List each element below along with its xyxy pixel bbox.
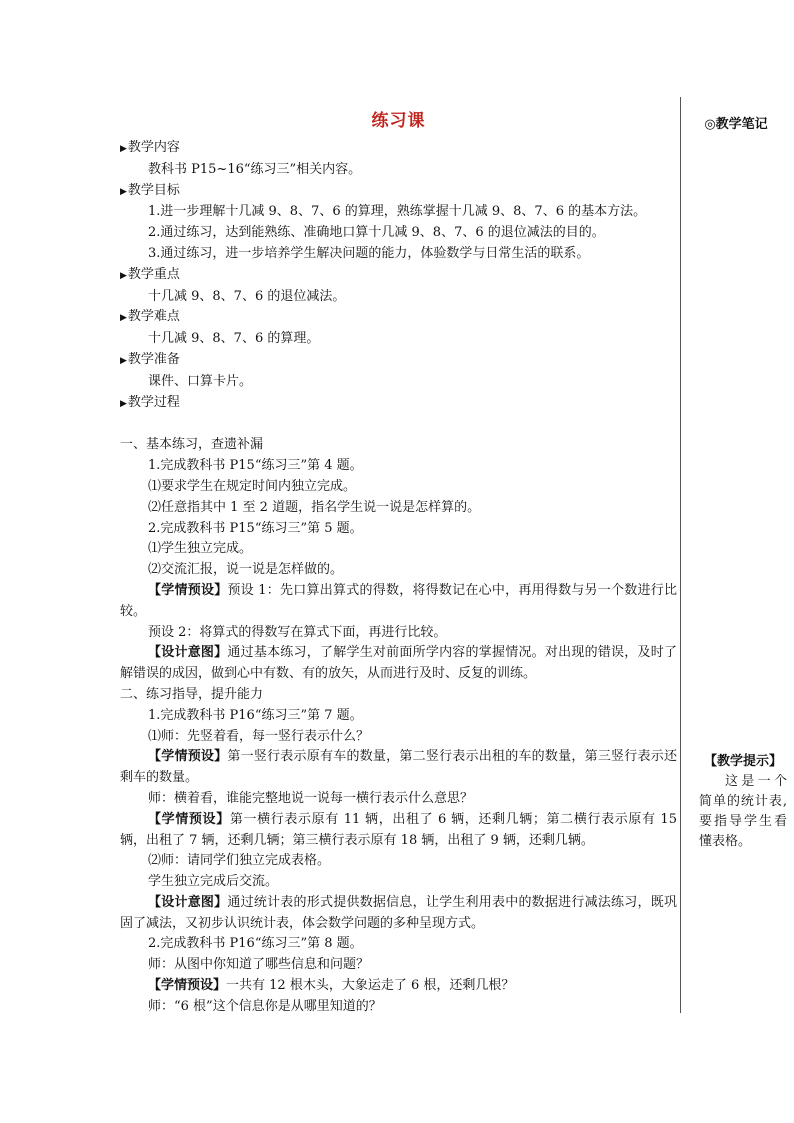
design-tag: 【设计意图】 [148, 645, 228, 661]
lesson-content [120, 138, 677, 1018]
section-heading-text: 教学目标 [127, 182, 180, 198]
part1-line: 1.完成教科书 P15“练习三”第 4 题。 [148, 458, 363, 474]
section-heading-text: 教学内容 [127, 140, 180, 155]
goal-item: 2.通过练习，达到能熟练、准确地口算十几减 9、8、7、6 的退位减法的目的。 [148, 225, 605, 241]
section-content-heading [120, 138, 677, 160]
part2-line: 师：横着看，谁能完整地说一说每一横行表示什么意思？ [148, 790, 474, 806]
bullet-triangle-icon: ▶ [120, 398, 127, 409]
teaching-tip [699, 752, 787, 852]
section-key-heading [120, 265, 677, 287]
preset-text: 一共有 12 根木头，大象运走了 6 根，还剩几根？ [226, 978, 515, 994]
tip-body: 这是一个简单的统计表,要指导学生看懂表格。 [699, 774, 787, 849]
preset-tag: 【学情预设】 [148, 811, 230, 827]
tip-title: 【教学提示】 [703, 754, 782, 769]
column-divider [680, 97, 681, 1013]
design-text: 通过统计表的形式提供数据信息，让学生利用表中的数据进行减法练习，既巩固了减法，又初步认识统计表，体会数学问题的多种呈现方式。 [120, 894, 677, 931]
lesson-title: 练习课 [371, 111, 426, 131]
part2-line: 1.完成教科书 P16“练习三”第 7 题。 [148, 707, 363, 723]
part1-line: ⑴要求学生在规定时间内独立完成。 [148, 478, 357, 494]
part2-line: ⑵师：请同学们独立完成表格。 [148, 853, 331, 869]
difficulty-text: 十几减 9、8、7、6 的算理。 [148, 331, 320, 347]
section-goals-heading [120, 181, 677, 203]
preset-text: 预设 1：先口算出算式的得数，将得数记在心中，再用得数与另一个数进行比较。 [120, 582, 677, 619]
goal-item: 1.进一步理解十几减 9、8、7、6 的算理，熟练掌握十几减 9、8、7、6 的基本方法。 [148, 204, 647, 220]
part2-line: 师：从图中你知道了哪些信息和问题？ [148, 957, 370, 973]
design-text: 通过基本练习，了解学生对前面所学内容的掌握情况。对出现的错误，及时了解错误的成因，做到心中有数、有的放矢，从而进行及时、反复的训练。 [120, 645, 677, 682]
preset-tag: 【学情预设】 [148, 582, 228, 598]
part1-design-paragraph [120, 643, 677, 685]
preset-text: 第一横行表示原有 11 辆，出租了 6 辆，还剩几辆；第二横行表示原有 15 辆，出租了 7 辆，还剩几辆；第三横行表示原有 18 辆，出租了 9 辆，还剩几辆。 [120, 811, 677, 848]
part2-preset-line [120, 976, 677, 997]
section-heading-text: 教学准备 [127, 351, 180, 367]
prep-text: 课件、口算卡片。 [148, 373, 253, 389]
part1-line: ⑴学生独立完成。 [148, 541, 253, 557]
design-tag: 【设计意图】 [148, 894, 228, 910]
part2-preset-paragraph [120, 810, 677, 852]
bullet-triangle-icon: ▶ [120, 355, 127, 366]
part2-line: 师：“6 根”这个信息你是从哪里知道的？ [148, 998, 382, 1014]
part1-line: 预设 2：将算式的得数写在算式下面，再进行比较。 [148, 624, 447, 640]
part2-line: ⑴师：先竖着看，每一竖行表示什么？ [148, 728, 370, 744]
section-heading-text: 教学难点 [127, 309, 180, 325]
part2-heading: 二、练习指导，提升能力 [120, 686, 264, 702]
preset-text: 第一竖行表示原有车的数量，第二竖行表示出租的车的数量，第三竖行表示还剩车的数量。 [120, 749, 677, 786]
key-text: 十几减 9、8、7、6 的退位减法。 [148, 288, 346, 304]
bullet-triangle-icon: ▶ [120, 313, 127, 324]
section-heading-text: 教学过程 [127, 394, 180, 410]
spacer [120, 414, 677, 435]
part2-design-paragraph [120, 893, 677, 935]
bullet-triangle-icon: ▶ [120, 270, 127, 281]
content-text: 教科书 P15~16“练习三”相关内容。 [148, 161, 362, 177]
section-difficulty-heading [120, 307, 677, 329]
part2-preset-paragraph [120, 747, 677, 789]
part1-line: ⑵交流汇报，说一说是怎样做的。 [148, 562, 344, 578]
preset-tag: 【学情预设】 [148, 978, 227, 994]
preset-tag: 【学情预设】 [148, 749, 228, 765]
part1-heading: 一、基本练习，查遗补漏 [120, 437, 264, 453]
part1-preset-paragraph [120, 581, 677, 623]
section-heading-text: 教学重点 [127, 266, 180, 282]
part2-line: 学生独立完成后交流。 [148, 874, 279, 890]
notes-heading: ◎教学笔记 [704, 117, 768, 132]
part1-line: ⑵任意指其中 1 至 2 道题，指名学生说一说是怎样算的。 [148, 499, 481, 515]
bullet-triangle-icon: ▶ [120, 186, 127, 197]
section-process-heading [120, 393, 677, 415]
goal-item: 3.通过练习，进一步培养学生解决问题的能力，体验数学与日常生活的联系。 [148, 245, 590, 261]
part2-line: 2.完成教科书 P16“练习三”第 8 题。 [148, 936, 363, 952]
section-prep-heading [120, 350, 677, 372]
bullet-triangle-icon: ▶ [120, 144, 127, 154]
part1-line: 2.完成教科书 P15“练习三”第 5 题。 [148, 520, 363, 536]
